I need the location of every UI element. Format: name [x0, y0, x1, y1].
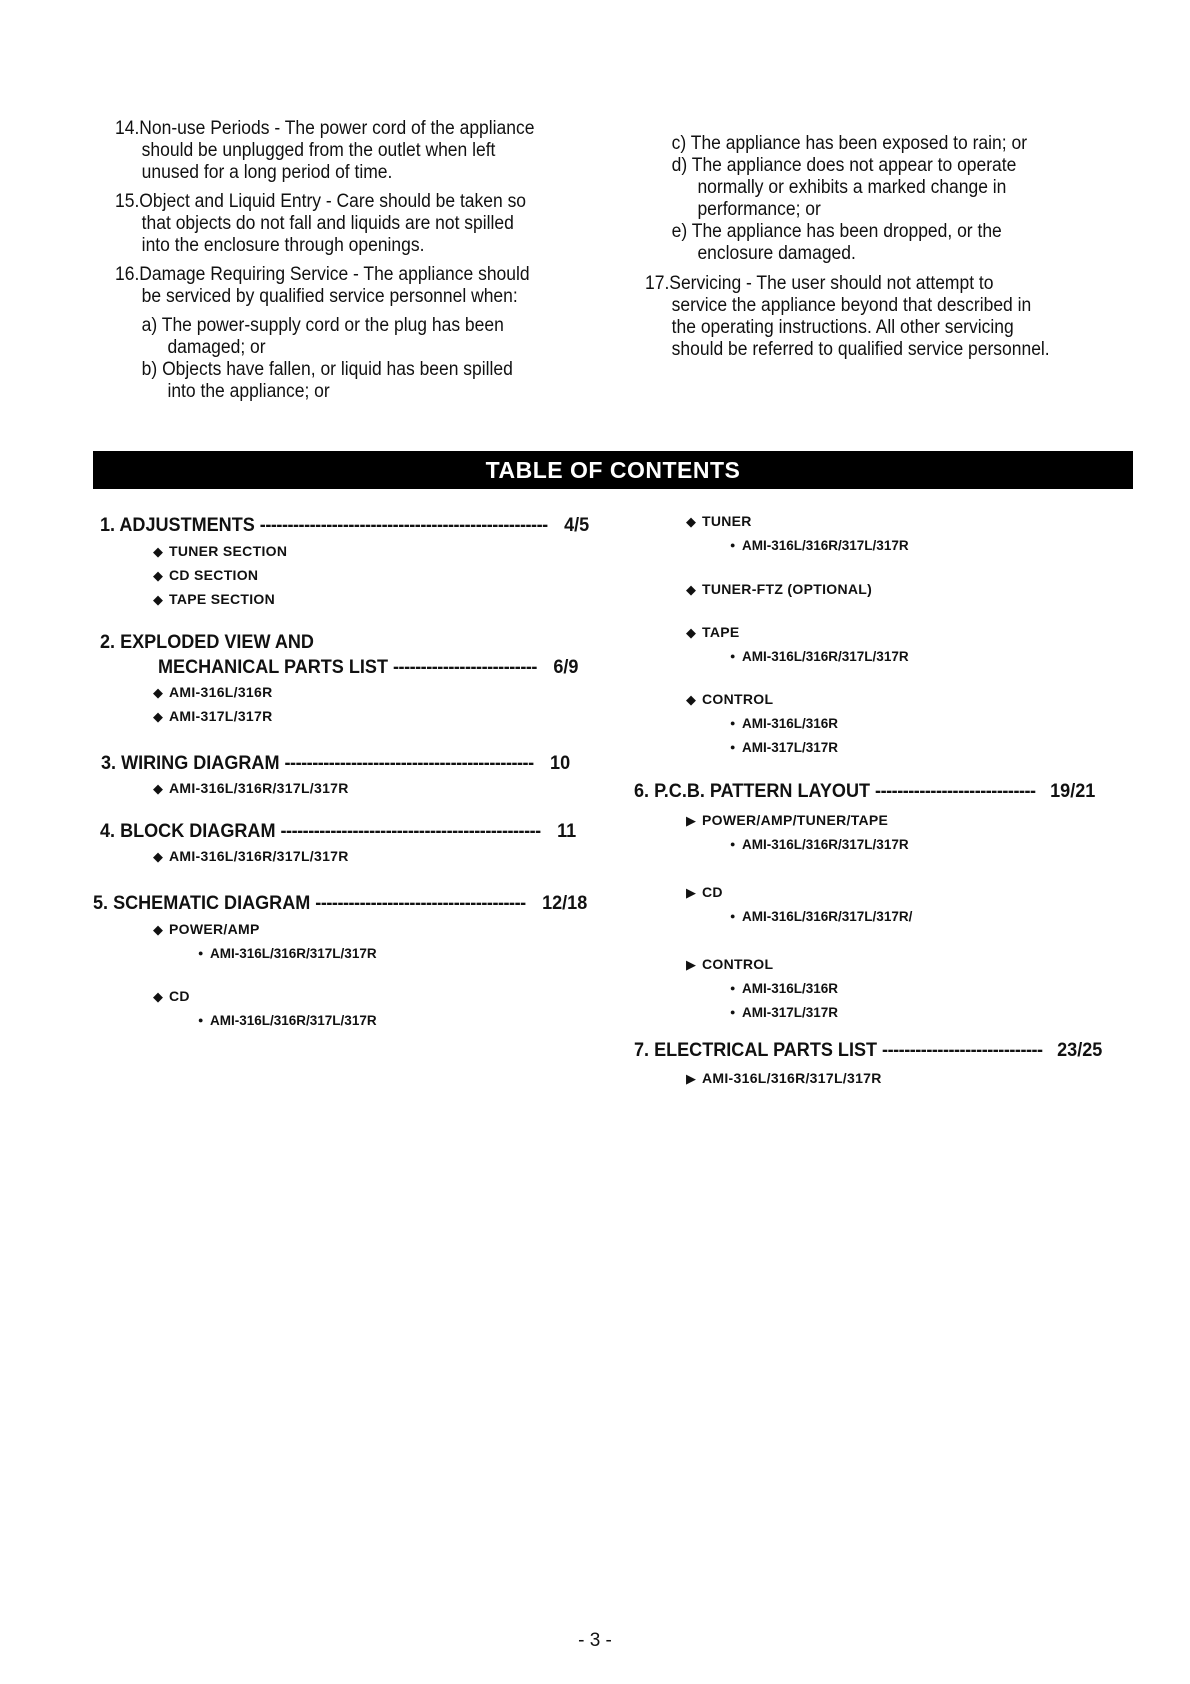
toc-model-item[interactable]: ● AMI-316L/316R/317L/317R: [730, 538, 909, 553]
diamond-icon: ◆: [153, 849, 164, 864]
toc-section-pcb-layout[interactable]: 6. P.C.B. PATTERN LAYOUT ----------------------------- 19/21: [634, 781, 1096, 802]
toc-page-number: 10: [550, 753, 571, 774]
toc-page-number: 6/9: [553, 657, 579, 678]
diamond-icon: ◆: [686, 625, 697, 640]
toc-model-item[interactable]: ● AMI-316L/316R: [730, 716, 839, 731]
toc-page-number: 23/25: [1057, 1040, 1103, 1061]
bullet-icon: ●: [730, 983, 736, 993]
diamond-icon: ◆: [153, 781, 164, 796]
toc-subitem[interactable]: ◆ CD: [153, 988, 190, 1004]
toc-title: TABLE OF CONTENTS: [485, 457, 741, 483]
diamond-icon: ◆: [686, 582, 697, 597]
toc-subitem[interactable]: ◆ AMI-316L/316R: [153, 684, 273, 700]
bullet-icon: ●: [730, 839, 736, 849]
toc-model-item[interactable]: ● AMI-317L/317R: [730, 1005, 839, 1020]
toc-subitem[interactable]: ▶ CONTROL: [686, 956, 774, 972]
triangle-icon: ▶: [686, 885, 697, 900]
toc-subitem[interactable]: ◆ CONTROL: [686, 691, 774, 707]
bullet-icon: ●: [730, 651, 736, 661]
toc-model-item[interactable]: ● AMI-316L/316R/317L/317R: [730, 649, 909, 664]
diamond-icon: ◆: [686, 514, 697, 529]
toc-subitem[interactable]: ▶ CD: [686, 884, 723, 900]
toc-section-adjustments[interactable]: 1. ADJUSTMENTS ---------------------------------------------------- 4/5: [100, 515, 590, 536]
safety-item-15: 15.Object and Liquid Entry - Care should be taken so that objects do not fall and liquids are not spilled into the enclosure through openings.: [115, 191, 527, 256]
toc-model-item[interactable]: ● AMI-316L/316R: [730, 981, 839, 996]
bullet-icon: ●: [730, 718, 736, 728]
page-number: - 3 -: [578, 1630, 612, 1651]
toc-model-item[interactable]: ● AMI-316L/316R/317L/317R/: [730, 909, 913, 924]
toc-page-number: 4/5: [564, 515, 590, 536]
toc-section-schematic-diagram[interactable]: 5. SCHEMATIC DIAGRAM -------------------------------------- 12/18: [93, 893, 588, 914]
toc-subitem[interactable]: ◆ CD SECTION: [153, 567, 259, 583]
safety-item-16: 16.Damage Requiring Service - The appliance should be serviced by qualified service personnel when:: [115, 264, 530, 307]
safety-item-16b: b) Objects have fallen, or liquid has been spilled into the appliance; or: [141, 359, 513, 402]
bullet-icon: ●: [198, 1015, 204, 1025]
toc-section-mechanical-parts[interactable]: MECHANICAL PARTS LIST -------------------------- 6/9: [158, 657, 579, 678]
toc-subitem[interactable]: ▶ POWER/AMP/TUNER/TAPE: [686, 812, 889, 828]
toc-section-block-diagram[interactable]: 4. BLOCK DIAGRAM ----------------------------------------------- 11: [100, 821, 577, 842]
toc-subitem[interactable]: ◆ AMI-317L/317R: [153, 708, 273, 724]
triangle-icon: ▶: [686, 1071, 697, 1086]
bullet-icon: ●: [730, 540, 736, 550]
safety-item-16a: a) The power-supply cord or the plug has been damaged; or: [141, 315, 504, 358]
triangle-icon: ▶: [686, 957, 697, 972]
toc-subitem[interactable]: ◆ TAPE: [686, 624, 740, 640]
toc-model-item[interactable]: ● AMI-316L/316R/317L/317R: [730, 837, 909, 852]
toc-subitem[interactable]: ◆ POWER/AMP: [153, 921, 260, 937]
safety-item-16d: d) The appliance does not appear to operate normally or exhibits a marked change in performance; or: [671, 155, 1017, 220]
toc-section-wiring-diagram[interactable]: 3. WIRING DIAGRAM --------------------------------------------- 10: [101, 753, 571, 774]
safety-item-16e: e) The appliance has been dropped, or the enclosure damaged.: [671, 221, 1002, 264]
bullet-icon: ●: [730, 1007, 736, 1017]
bullet-icon: ●: [730, 911, 736, 921]
diamond-icon: ◆: [153, 989, 164, 1004]
toc-subitem[interactable]: ◆ TUNER: [686, 513, 752, 529]
toc-subitem[interactable]: ◆ TUNER-FTZ (OPTIONAL): [686, 581, 873, 597]
toc-page-number: 11: [557, 821, 577, 842]
safety-item-14: 14.Non-use Periods - The power cord of the appliance should be unplugged from the outlet when left unused for a long period of time.: [115, 118, 535, 183]
diamond-icon: ◆: [686, 692, 697, 707]
diamond-icon: ◆: [153, 922, 164, 937]
bullet-icon: ●: [730, 742, 736, 752]
bullet-icon: ●: [198, 948, 204, 958]
diamond-icon: ◆: [153, 685, 164, 700]
diamond-icon: ◆: [153, 709, 164, 724]
triangle-icon: ▶: [686, 813, 697, 828]
toc-page-number: 19/21: [1050, 781, 1096, 802]
toc-banner: [93, 451, 1133, 489]
toc-subitem[interactable]: ◆ AMI-316L/316R/317L/317R: [153, 780, 349, 796]
toc-section-electrical-parts[interactable]: 7. ELECTRICAL PARTS LIST ----------------------------- 23/25: [634, 1040, 1103, 1061]
toc-subitem[interactable]: ◆ AMI-316L/316R/317L/317R: [153, 848, 349, 864]
diamond-icon: ◆: [153, 592, 164, 607]
toc-subitem[interactable]: ◆ TAPE SECTION: [153, 591, 276, 607]
toc-page-number: 12/18: [542, 893, 588, 914]
toc-section-exploded-view[interactable]: 2. EXPLODED VIEW AND: [100, 632, 314, 653]
toc-subitem[interactable]: ▶ AMI-316L/316R/317L/317R: [686, 1070, 882, 1086]
toc-model-item[interactable]: ● AMI-316L/316R/317L/317R: [198, 946, 377, 961]
safety-item-17: 17.Servicing - The user should not attempt to service the appliance beyond that described in the operating instructions. All other servicing should be referred to qualified service personnel.: [645, 273, 1050, 360]
safety-item-16c: c) The appliance has been exposed to rain; or: [671, 133, 1028, 154]
toc-model-item[interactable]: ● AMI-317L/317R: [730, 740, 839, 755]
toc-model-item[interactable]: ● AMI-316L/316R/317L/317R: [198, 1013, 377, 1028]
toc-subitem[interactable]: ◆ TUNER SECTION: [153, 543, 288, 559]
diamond-icon: ◆: [153, 544, 164, 559]
diamond-icon: ◆: [153, 568, 164, 583]
